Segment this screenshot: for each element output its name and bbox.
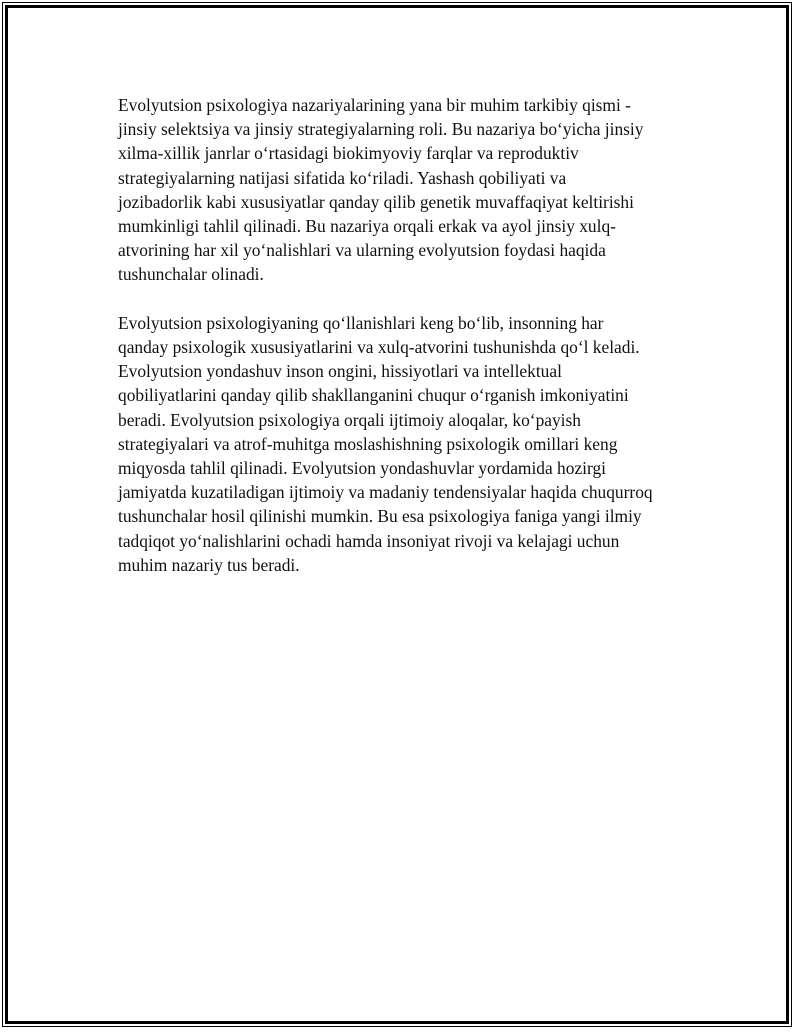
paragraph-1 [118,93,696,287]
text-line: mumkinligi tahlil qilinadi. Bu nazariya orqali erkak va ayol jinsiy xulq- [118,216,616,237]
text-line: miqyosda tahlil qilinadi. Evolyutsion yondashuvlar yordamida hozirgi [118,458,606,479]
text-line: Evolyutsion psixologiyaning qo‘llanishlari keng bo‘lib, insonning har [118,312,604,333]
text-line: strategiyalari va atrof-muhitga moslashishning psixologik omillari keng [118,433,618,454]
text-line: Evolyutsion psixologiya nazariyalarining yana bir muhim tarkibiy qismi - [118,95,631,115]
text-line: jinsiy selektsiya va jinsiy strategiyalarning roli. Bu nazariya bo‘yicha jinsiy [118,119,644,140]
text-line: tushunchalar olinadi. [118,264,264,285]
text-line: tushunchalar hosil qilinishi mumkin. Bu esa psixologiya faniga yangi ilmiy [118,506,642,527]
text-line: beradi. Evolyutsion psixologiya orqali ijtimoiy aloqalar, ko‘payish [118,409,581,430]
text-line: tadqiqot yo‘nalishlarini ochadi hamda insoniyat rivoji va kelajagi uchun [118,530,620,551]
text-line: strategiyalarning natijasi sifatida ko‘riladi. Yashash qobiliyati va [118,167,567,188]
text-line: qobiliyatlarini qanday qilib shakllanganini chuqur o‘rganish imkoniyatini [118,385,629,406]
text-line: xilma-xillik janrlar o‘rtasidagi biokimyoviy farqlar va reproduktiv [118,143,579,164]
text-line: jozibadorlik kabi xususiyatlar qanday qilib genetik muvaffaqiyat keltirishi [118,191,634,212]
text-line: atvorining har xil yo‘nalishlari va ularning evolyutsion foydasi haqida [118,240,606,261]
text-line: muhim nazariy tus beradi. [118,554,300,575]
text-line: qanday psixologik xususiyatlarini va xulq-atvorini tushunishda qo‘l keladi. [118,337,640,358]
text-line: Evolyutsion yondashuv inson ongini, hissiyotlari va intellektual [118,361,562,382]
text-line: jamiyatda kuzatiladigan ijtimoiy va madaniy tendensiyalar haqida chuqurroq [118,482,653,503]
document-body [118,93,696,601]
paragraph-2 [118,311,696,577]
